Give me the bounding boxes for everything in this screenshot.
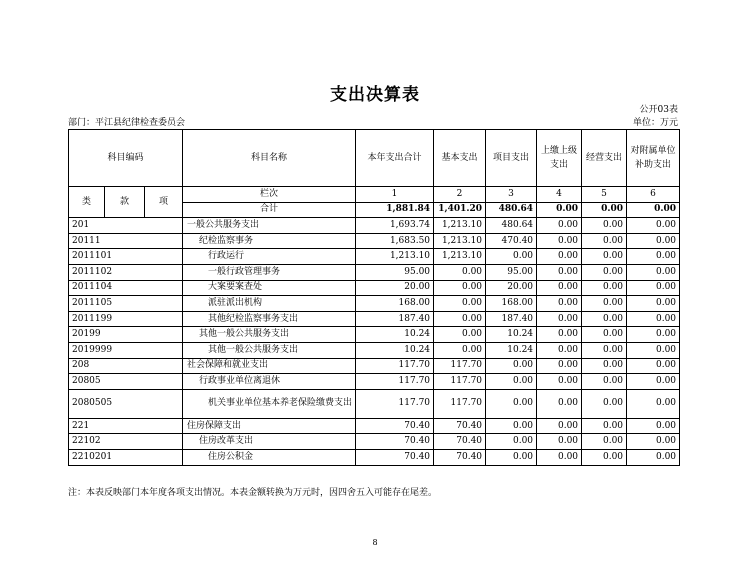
row-value: 0.00 [627, 280, 680, 296]
row-name: 机关事业单位基本养老保险缴费支出 [183, 389, 356, 418]
row-value: 0.00 [486, 389, 537, 418]
row-code: 2011199 [69, 311, 183, 327]
row-code: 2011102 [69, 264, 183, 280]
row-value: 0.00 [627, 358, 680, 374]
subheader-xiang: 项 [145, 187, 183, 218]
total-label: 合计 [183, 202, 356, 218]
row-value: 0.00 [486, 374, 537, 390]
row-value: 0.00 [537, 280, 582, 296]
row-code: 22102 [69, 434, 183, 450]
row-value: 0.00 [434, 342, 486, 358]
row-value: 0.00 [434, 280, 486, 296]
row-value: 117.70 [434, 389, 486, 418]
row-value: 0.00 [434, 264, 486, 280]
row-value: 70.40 [356, 449, 434, 465]
row-value: 0.00 [434, 327, 486, 343]
row-value: 95.00 [356, 264, 434, 280]
row-value: 0.00 [582, 449, 627, 465]
col-number: 3 [486, 187, 537, 203]
row-name: 一般公共服务支出 [183, 218, 356, 234]
table-row [69, 218, 680, 234]
row-value: 117.70 [434, 374, 486, 390]
footnote: 注：本表反映部门本年度各项支出情况。本表金额转换为万元时，因四舍五入可能存在尾差。 [68, 488, 438, 498]
table-row [69, 358, 680, 374]
row-value: 117.70 [356, 389, 434, 418]
page-number: 8 [372, 538, 378, 547]
row-value: 0.00 [537, 233, 582, 249]
table-row [69, 264, 680, 280]
row-value: 0.00 [627, 418, 680, 434]
row-name: 行政运行 [183, 249, 356, 265]
row-name: 一般行政管理事务 [183, 264, 356, 280]
row-value: 0.00 [582, 233, 627, 249]
row-value: 0.00 [537, 389, 582, 418]
row-code: 2011101 [69, 249, 183, 265]
table-row [69, 280, 680, 296]
row-value: 10.24 [486, 342, 537, 358]
row-value: 0.00 [486, 358, 537, 374]
row-value: 0.00 [486, 449, 537, 465]
row-value: 70.40 [434, 434, 486, 450]
table-row [69, 249, 680, 265]
row-value: 187.40 [486, 311, 537, 327]
row-value: 0.00 [537, 296, 582, 312]
total-value: 1,401.20 [434, 202, 486, 218]
total-value: 1,881.84 [356, 202, 434, 218]
row-value: 0.00 [582, 311, 627, 327]
row-code: 221 [69, 418, 183, 434]
header-col-3: 项目支出 [486, 130, 537, 187]
row-value: 0.00 [627, 233, 680, 249]
header-col-2: 基本支出 [434, 130, 486, 187]
row-value: 0.00 [537, 418, 582, 434]
row-value: 1,213.10 [434, 233, 486, 249]
row-value: 10.24 [356, 327, 434, 343]
row-value: 0.00 [537, 358, 582, 374]
lanci-label: 栏次 [183, 187, 356, 203]
form-number: 公开03表 [639, 105, 678, 115]
total-value: 0.00 [627, 202, 680, 218]
row-value: 1,213.10 [434, 218, 486, 234]
table-row [69, 233, 680, 249]
subheader-lei: 类 [69, 187, 105, 218]
col-number: 5 [582, 187, 627, 203]
row-value: 20.00 [486, 280, 537, 296]
row-name: 住房公积金 [183, 449, 356, 465]
row-code: 2011104 [69, 280, 183, 296]
row-value: 20.00 [356, 280, 434, 296]
table-row [69, 418, 680, 434]
total-value: 0.00 [537, 202, 582, 218]
row-name: 行政事业单位离退休 [183, 374, 356, 390]
row-value: 0.00 [627, 342, 680, 358]
total-value: 0.00 [582, 202, 627, 218]
row-value: 0.00 [582, 280, 627, 296]
col-number: 2 [434, 187, 486, 203]
row-value: 0.00 [627, 434, 680, 450]
header-code: 科目编码 [69, 130, 183, 187]
row-value: 10.24 [486, 327, 537, 343]
expenditure-table [68, 129, 680, 466]
row-value: 0.00 [486, 434, 537, 450]
table-row [69, 389, 680, 418]
row-value: 70.40 [434, 449, 486, 465]
row-value: 0.00 [627, 249, 680, 265]
row-value: 0.00 [627, 327, 680, 343]
row-value: 70.40 [434, 418, 486, 434]
table-row [69, 327, 680, 343]
row-value: 0.00 [537, 264, 582, 280]
row-value: 70.40 [356, 434, 434, 450]
row-value: 0.00 [582, 249, 627, 265]
table-row [69, 374, 680, 390]
row-code: 2019999 [69, 342, 183, 358]
table-row [69, 449, 680, 465]
row-value: 0.00 [582, 389, 627, 418]
row-value: 0.00 [627, 218, 680, 234]
column-number-row [69, 187, 680, 203]
row-code: 2210201 [69, 449, 183, 465]
row-value: 470.40 [486, 233, 537, 249]
table-row [69, 342, 680, 358]
row-name: 纪检监察事务 [183, 233, 356, 249]
header-col-4: 上缴上级支出 [537, 130, 582, 187]
row-value: 480.64 [486, 218, 537, 234]
row-value: 187.40 [356, 311, 434, 327]
row-value: 0.00 [627, 264, 680, 280]
document-title: 支出决算表 [330, 85, 420, 105]
row-value: 0.00 [486, 249, 537, 265]
row-value: 0.00 [582, 327, 627, 343]
row-value: 0.00 [537, 311, 582, 327]
row-name: 住房保障支出 [183, 418, 356, 434]
table-row [69, 311, 680, 327]
row-code: 20805 [69, 374, 183, 390]
row-name: 大案要案查处 [183, 280, 356, 296]
row-name: 派驻派出机构 [183, 296, 356, 312]
row-value: 0.00 [582, 358, 627, 374]
row-value: 117.70 [356, 358, 434, 374]
subheader-kuan: 款 [105, 187, 145, 218]
row-value: 0.00 [537, 249, 582, 265]
row-value: 117.70 [434, 358, 486, 374]
row-value: 1,683.50 [356, 233, 434, 249]
row-value: 0.00 [434, 311, 486, 327]
row-value: 0.00 [582, 342, 627, 358]
row-value: 0.00 [537, 342, 582, 358]
row-code: 201 [69, 218, 183, 234]
row-value: 0.00 [537, 374, 582, 390]
col-number: 6 [627, 187, 680, 203]
row-code: 2080505 [69, 389, 183, 418]
row-value: 10.24 [356, 342, 434, 358]
row-value: 0.00 [582, 434, 627, 450]
row-value: 117.70 [356, 374, 434, 390]
row-value: 0.00 [582, 418, 627, 434]
row-value: 0.00 [627, 374, 680, 390]
row-value: 0.00 [582, 264, 627, 280]
row-value: 0.00 [627, 311, 680, 327]
row-value: 0.00 [627, 389, 680, 418]
table-row [69, 296, 680, 312]
row-name: 其他纪检监察事务支出 [183, 311, 356, 327]
row-value: 0.00 [627, 296, 680, 312]
row-value: 70.40 [356, 418, 434, 434]
header-row [69, 130, 680, 187]
row-value: 0.00 [537, 327, 582, 343]
row-name: 住房改革支出 [183, 434, 356, 450]
row-value: 0.00 [434, 296, 486, 312]
header-col-6: 对附属单位补助支出 [627, 130, 680, 187]
header-name: 科目名称 [183, 130, 356, 187]
row-value: 0.00 [582, 296, 627, 312]
department-label: 部门：平江县纪律检查委员会 [68, 118, 186, 128]
total-value: 480.64 [486, 202, 537, 218]
row-value: 168.00 [356, 296, 434, 312]
row-code: 20199 [69, 327, 183, 343]
row-name: 社会保障和就业支出 [183, 358, 356, 374]
header-col-1: 本年支出合计 [356, 130, 434, 187]
row-code: 2011105 [69, 296, 183, 312]
row-code: 20111 [69, 233, 183, 249]
row-name: 其他一般公共服务支出 [183, 327, 356, 343]
row-value: 168.00 [486, 296, 537, 312]
row-value: 0.00 [627, 449, 680, 465]
unit-label: 单位：万元 [632, 118, 678, 128]
row-value: 0.00 [537, 218, 582, 234]
row-name: 其他一般公共服务支出 [183, 342, 356, 358]
header-col-5: 经营支出 [582, 130, 627, 187]
row-value: 1,213.10 [434, 249, 486, 265]
row-value: 0.00 [582, 374, 627, 390]
row-value: 0.00 [537, 434, 582, 450]
row-value: 0.00 [537, 449, 582, 465]
table-row [69, 434, 680, 450]
row-value: 95.00 [486, 264, 537, 280]
row-value: 0.00 [582, 218, 627, 234]
col-number: 4 [537, 187, 582, 203]
col-number: 1 [356, 187, 434, 203]
row-value: 1,693.74 [356, 218, 434, 234]
row-code: 208 [69, 358, 183, 374]
row-value: 1,213.10 [356, 249, 434, 265]
row-value: 0.00 [486, 418, 537, 434]
